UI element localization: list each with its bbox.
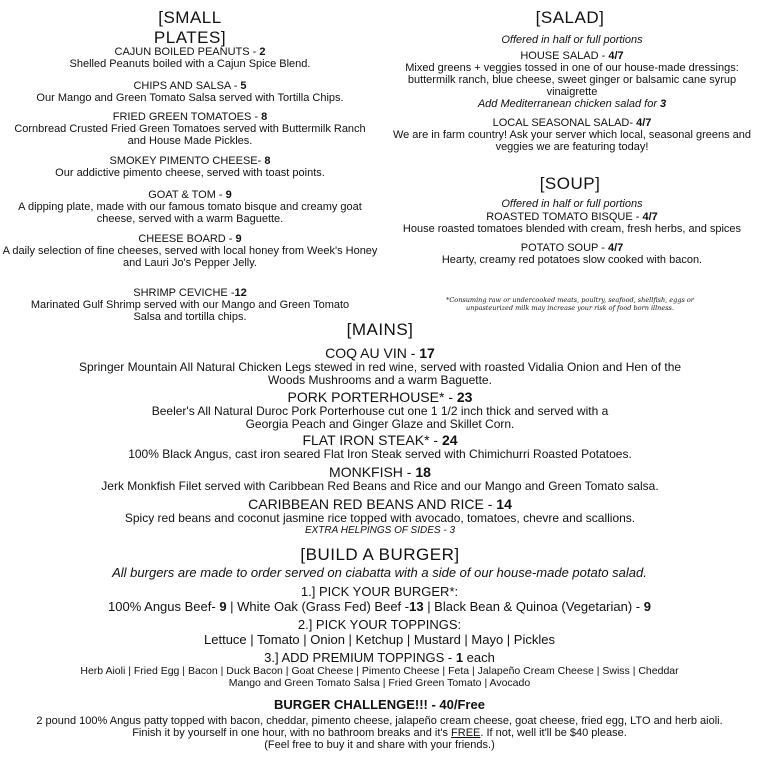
portion-note: Offered in half or full portions: [501, 198, 643, 210]
menu-item: [60, 497, 700, 537]
item-name: CHEESE BOARD -: [138, 233, 236, 245]
challenge-line-3: (Feel free to buy it and share with your friends.): [264, 739, 495, 751]
salad-section: [385, 34, 759, 110]
premium-toppings-2: Mango and Green Tomato Salsa | Fried Green Tomato | Avocado: [228, 677, 531, 689]
premium-toppings-1: Herb Aioli | Fried Egg | Bacon | Duck Bacon | Goat Cheese | Pimento Cheese | Feta | Jalapeño Cream Cheese | Swiss | Cheddar: [80, 665, 679, 677]
food-safety-disclaimer: *Consuming raw or undercooked meats, poultry, seafood, shellfish, eggs or unpasteurized milk may increase your risk of food born illness.: [446, 296, 694, 312]
menu-item: [0, 155, 380, 179]
item-price: 24: [441, 432, 458, 448]
item-name: PORK PORTERHOUSE* -: [287, 389, 457, 405]
item-name: CHIPS AND SALSA -: [133, 80, 241, 92]
item-price: 8: [264, 155, 271, 167]
item-desc: Hearty, creamy red potatoes slow cooked with bacon.: [441, 254, 703, 266]
item-price: 12: [234, 287, 247, 299]
item-price: 9: [225, 189, 232, 201]
step-3-price: 1: [455, 650, 464, 665]
item-desc: Mixed greens + veggies tossed in one of our house-made dressings: buttermilk ranch, blue cheese, sweet ginger or balsamic cane syrup vinaigrette: [405, 62, 739, 98]
item-desc: A dipping plate, made with our famous tomato bisque and creamy goat cheese, served with a warm Baguette.: [18, 201, 362, 225]
item-name: FLAT IRON STEAK* -: [302, 432, 442, 448]
item-price: 4/7: [636, 117, 652, 129]
toppings-list: Lettuce | Tomato | Onion | Ketchup | Mustard | Mayo | Pickles: [204, 632, 555, 647]
menu-item: [60, 390, 700, 431]
item-name: ROASTED TOMATO BISQUE -: [486, 211, 643, 223]
item-desc: We are in farm country! Ask your server which local, seasonal greens and veggies we are featuring today!: [392, 129, 752, 153]
challenge-line-1: 2 pound 100% Angus patty topped with bacon, cheddar, pimento cheese, jalapeño cream cheese, goat cheese, fried egg, LTO and herb aioli.: [36, 715, 723, 727]
burger-builder: [0, 584, 759, 689]
item-price: 4/7: [607, 242, 624, 254]
menu-item: [0, 46, 380, 70]
burger-challenge: [0, 697, 759, 751]
item-desc: A daily selection of fine cheeses, served with local honey from Week's Honey and Lauri Jo's Pepper Jelly.: [2, 245, 378, 269]
item-price: 8: [261, 111, 268, 123]
menu-item: [0, 287, 380, 323]
option-price: 13: [409, 599, 424, 614]
menu-item: [60, 433, 700, 461]
item-desc: Beeler's All Natural Duroc Pork Porterhouse cut one 1 1/2 inch thick and served with a Georgia Peach and Ginger Glaze and Skillet Corn.: [151, 404, 609, 431]
add-on-text: Add Mediterranean chicken salad for: [477, 98, 661, 110]
extra-sides-note: EXTRA HELPINGS OF SIDES - 3: [304, 525, 456, 536]
item-price: 2: [259, 46, 266, 58]
item-price: 4/7: [608, 50, 624, 62]
item-name: GOAT & TOM -: [148, 189, 226, 201]
challenge-line-2a: Finish it by yourself in one hour, with no bathroom breaks and it's: [132, 727, 452, 739]
challenge-title: BURGER CHALLENGE!!! - 40/Free: [274, 697, 485, 712]
menu-item: [60, 465, 700, 493]
option-label: 100% Angus Beef-: [108, 599, 220, 614]
menu-item: [0, 233, 380, 269]
item-desc: Marinated Gulf Shrimp served with our Mango and Green Tomato Salsa and tortilla chips.: [30, 299, 350, 323]
soup-heading: [SOUP]: [539, 174, 601, 193]
menu-item: [385, 117, 759, 153]
soup-section: [385, 198, 759, 266]
option-price: 9: [219, 599, 227, 614]
option-price: 9: [643, 599, 651, 614]
add-on-price: 3: [660, 98, 667, 110]
item-price: 17: [419, 345, 435, 361]
item-desc: Cornbread Crusted Fried Green Tomatoes served with Buttermilk Ranch and House Made Pickles.: [14, 123, 366, 147]
item-name: COQ AU VIN -: [325, 345, 420, 361]
item-name: FRIED GREEN TOMATOES -: [112, 111, 262, 123]
option-label: | White Oak (Grass Fed) Beef -: [226, 599, 410, 614]
step-2-label: 2.] PICK YOUR TOPPINGS:: [297, 617, 462, 632]
item-desc: 100% Black Angus, cast iron seared Flat Iron Steak served with Chimichurri Roasted Potatoes.: [128, 447, 632, 461]
item-price: 23: [456, 389, 473, 405]
step-3-label: 3.] ADD PREMIUM TOPPINGS -: [264, 650, 456, 665]
item-name: POTATO SOUP -: [520, 242, 608, 254]
step-1-label: 1.] PICK YOUR BURGER*:: [300, 584, 459, 599]
item-price: 18: [415, 464, 431, 480]
menu-item: [0, 189, 380, 225]
item-price: 14: [496, 496, 512, 512]
portion-note: Offered in half or full portions: [501, 34, 643, 46]
item-desc: House roasted tomatoes blended with cream, fresh herbs, and spices: [402, 223, 742, 235]
item-desc: Our addictive pimento cheese, served with toast points.: [55, 167, 325, 179]
small-plates-heading: [SMALL PLATES]: [153, 8, 227, 47]
item-name: CAJUN BOILED PEANUTS -: [114, 46, 260, 58]
item-name: SHRIMP CEVICHE -: [133, 287, 235, 299]
item-desc: Shelled Peanuts boiled with a Cajun Spice Blend.: [69, 58, 311, 70]
menu-item: [0, 111, 380, 147]
burger-subtitle: All burgers are made to order served on ciabatta with a side of our house-made potato salad.: [112, 565, 647, 580]
item-desc: Jerk Monkfish Filet served with Caribbean Red Beans and Rice and our Mango and Green Tomato salsa.: [101, 479, 659, 493]
item-price: 5: [240, 80, 247, 92]
item-desc: Spicy red beans and coconut jasmine rice topped with avocado, tomatoes, chevre and scallions.: [124, 511, 636, 525]
item-name: MONKFISH -: [329, 464, 416, 480]
mains-heading: [MAINS]: [346, 320, 414, 339]
challenge-free: FREE: [451, 727, 481, 739]
challenge-line-2b: . If not, well it'll be $40 please.: [480, 727, 627, 739]
item-name: CARIBBEAN RED BEANS AND RICE -: [248, 496, 497, 512]
menu-item: [60, 346, 700, 387]
item-desc: Springer Mountain All Natural Chicken Legs stewed in red wine, served with roasted Vidalia Onion and Hen of the Woods Mushrooms and a warm Baguette.: [78, 360, 682, 387]
menu-item: [0, 80, 380, 104]
item-desc: Our Mango and Green Tomato Salsa served with Tortilla Chips.: [36, 92, 344, 104]
burger-options: [0, 599, 759, 614]
step-3-suffix: each: [463, 650, 495, 665]
item-price: 9: [235, 233, 242, 245]
burger-heading: [BUILD A BURGER]: [300, 545, 460, 564]
option-label: | Black Bean & Quinoa (Vegetarian) -: [423, 599, 644, 614]
item-name: LOCAL SEASONAL SALAD-: [492, 117, 637, 129]
item-price: 4/7: [642, 211, 658, 223]
item-name: SMOKEY PIMENTO CHEESE-: [109, 155, 265, 167]
item-name: HOUSE SALAD -: [520, 50, 609, 62]
salad-heading: [SALAD]: [535, 8, 605, 27]
